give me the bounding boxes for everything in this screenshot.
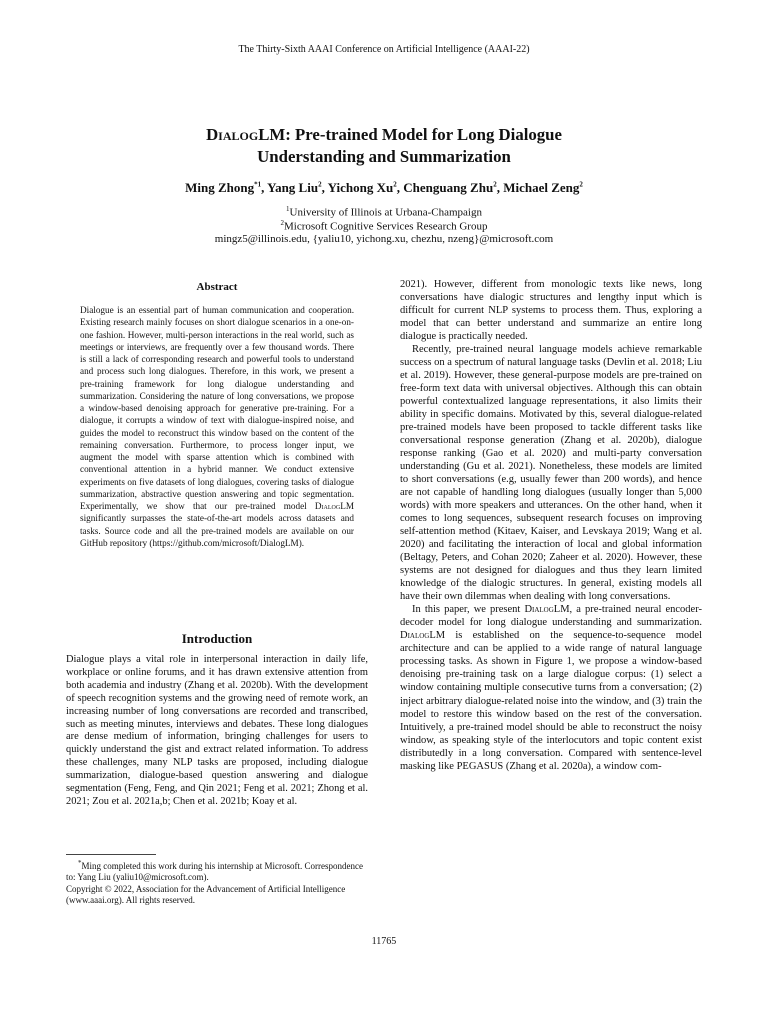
paragraph: In this paper, we present DialogLM, a pre-trained neural encoder-decoder model for long dialogue understanding and summarization. DialogLM is established on the sequence-to-sequence model architecture and can be applied to a wide range of natural language processing tasks. As shown in Figure 1, we propose a window-based denoising pre-training task on a large dialogue corpus: (1) select a window containing multiple consecutive turns from a conversation; (2) inject arbitrary dialogue-related noise into the window, and (3) train the model to restore this window based on the rest of the conversation. Intuitively, a pre-trained model should be able to reconstruct the noisy window, as speaking style of the interlocutors and topic content exist distributedly in a long conversation. Compared with sentence-level masking like PEGASUS (Zhang et al. 2020a), a window com-: [400, 604, 702, 772]
title-line-1-rest: : Pre-trained Model for Long Dialogue: [285, 125, 562, 144]
footnote-text: *Ming completed this work during his internship at Microsoft. Correspondence to: Yang Liu (yaliu10@microsoft.com).: [66, 859, 363, 883]
abstract-heading: Abstract: [196, 281, 238, 293]
affiliation-marker: 1: [286, 205, 290, 213]
title-model-name: DialogLM: [206, 125, 286, 144]
author-affiliation-marker: *1: [254, 180, 262, 189]
conference-header: The Thirty-Sixth AAAI Conference on Artificial Intelligence (AAAI-22): [238, 44, 530, 55]
footnote: [66, 858, 368, 907]
author-affiliation-marker: 2: [493, 180, 497, 189]
model-name: DialogLM: [524, 604, 570, 616]
paper-title: [0, 124, 768, 168]
author-name: Ming Zhong: [185, 180, 255, 195]
introduction-paragraph: [66, 654, 368, 809]
introduction-heading: Introduction: [181, 631, 253, 646]
copyright-notice: Copyright © 2022, Association for the Advancement of Artificial Intelligence (www.aaai.org). All rights reserved.: [66, 883, 346, 906]
abstract-text: significantly surpasses the state-of-the-art models across datasets and tasks. Source code and all the pre-trained models are available on our GitHub repository (https://github.com/microsoft/DialogLM).: [80, 513, 354, 548]
abstract-body: [80, 304, 354, 549]
author-list: [0, 180, 768, 196]
footnote-marker: *: [78, 859, 82, 867]
author-emails: mingz5@illinois.edu, {yaliu10, yichong.xu, chezhu, nzeng}@microsoft.com: [214, 233, 554, 245]
author-affiliation-marker: 2: [579, 180, 583, 189]
affiliation-1: [0, 205, 768, 219]
right-column: [400, 278, 702, 773]
author-affiliation-marker: 2: [393, 180, 397, 189]
model-name: DialogLM: [400, 630, 446, 642]
affiliation-marker: 2: [280, 219, 285, 227]
author-name: , Michael Zeng: [496, 180, 580, 195]
author-name: , Yang Liu: [261, 180, 319, 195]
footnote-divider: [66, 854, 156, 855]
abstract-text: Dialogue is an essential part of human communication and cooperation. Existing research mainly focuses on short dialogue scenarios in a one-on-one fashion. However, multi-person interactions in the real world, such as meetings or interviews, are frequently over a few thousand words. There is still a lack of corresponding research and powerful tools to understand and process such long dialogues. Therefore, in this work, we present a pre-training framework for long dialogue understanding and summarization. Considering the nature of long conversations, we propose a window-based denoising approach for generative pre-training. For a dialogue, it corrupts a window of text with dialogue-inspired noise, and guides the model to reconstruct this window based on the content of the remaining conversation. Furthermore, to process longer input, we augment the model with sparse attention which is combined with conventional attention in a hybrid manner. We conduct extensive experiments on five datasets of long dialogues, covering tasks of dialogue summarization, abstractive question answering and topic segmentation. Experimentally, we show that our pre-trained model: [80, 305, 354, 511]
paragraph: 2021). However, different from monologic texts like news, long conversations have dialogic structures and lengthy input which is difficult for current NLP systems to process them. Thus, exploring a model that can better understand and summarize an entire long dialogue is practically needed.: [400, 279, 702, 343]
abstract-model-name: DialogLM: [314, 501, 354, 511]
affiliation-text: University of Illinois at Urbana-Champaign: [289, 206, 482, 219]
affiliation-text: Microsoft Cognitive Services Research Group: [284, 220, 488, 233]
title-line-2: Understanding and Summarization: [257, 147, 511, 166]
author-name: , Chenguang Zhu: [396, 180, 494, 195]
page-number: 11765: [371, 936, 397, 947]
author-name: , Yichong Xu: [321, 180, 394, 195]
title-line-1: [0, 124, 768, 146]
paragraph: Dialogue plays a vital role in interpersonal interaction in daily life, workplace or online forums, and it has drawn extensive attention from both academia and industry (Zhang et al. 2020b). With the development of speech recognition systems and the growing need of remote work, an increasing number of long conversations are recorded and transcribed, such as meeting minutes, interviews and debates. These long dialogues are dense medium of information, bringing challenges for users to quickly understand the gist and extract related information. To address these challenges, many NLP tasks are proposed, including dialogue summarization, dialogue-based question answering and dialogue segmentation (Feng, Feng, and Qin 2021; Feng et al. 2021; Zhong et al. 2021; Zou et al. 2021a,b; Chen et al. 2021b; Koay et al.: [66, 654, 368, 807]
author-affiliation-marker: 2: [318, 180, 322, 189]
affiliation-2: [0, 219, 768, 233]
paragraph: Recently, pre-trained neural language models achieve remarkable success on a spectrum of natural language tasks (Devlin et al. 2018; Liu et al. 2019). However, these general-purpose models are pre-trained on free-form text data with universal objectives. Although this can obtain powerful contextualized language representations, it also limits their ability in specific domains. Motivated by this, several dialogue-related pre-trained models have been proposed to tackle different tasks like conversational response generation (Zhang et al. 2020b), dialogue response ranking (Gao et al. 2020) and multi-party conversation understanding (Gu et al. 2021). Nonetheless, these models are limited to short conversations (e.g, usually fewer than 200 words), and hence are not capable of handling long dialogues (usually longer than 5,000 words) with more speakers and utterances. On the other hand, when it comes to long sequences, subsequent research focuses on improving self-attention method (Kitaev, Kaiser, and Levskaya 2019; Wang et al. 2020) and facilitating the interaction of local and global information (Beltagy, Peters, and Cohan 2020; Zaheer et al. 2020). However, these systems are not designed for dialogues and thus they learn limited knowledge of the dialogic structures. In general, existing models all have their own dilemmas when dealing with long conversations.: [400, 344, 702, 603]
